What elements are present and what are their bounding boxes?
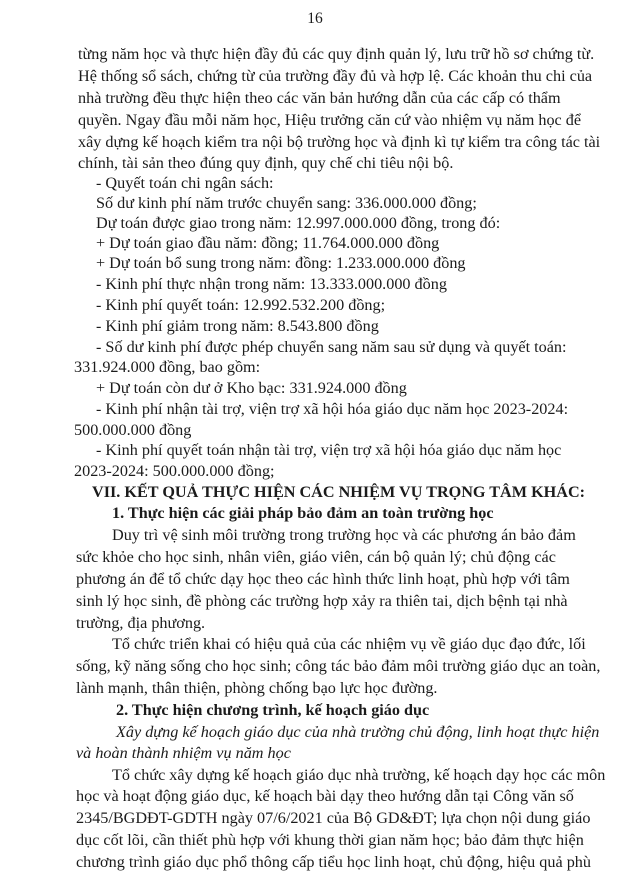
text-line: Tổ chức xây dựng kế hoạch giáo dục nhà trường, kế hoạch dạy học các môn [112, 765, 606, 784]
text-line: + Dự toán giao đầu năm: đồng; 11.764.000.000 đồng [96, 234, 440, 253]
text-line: học và hoạt động giáo dục, kế hoạch bài dạy theo hướng dẫn tại Công văn số [76, 787, 574, 806]
text-line: nhà trường đều thực hiện theo các văn bản hướng dẫn của các cấp có thẩm [78, 88, 561, 107]
text-line: - Kinh phí nhận tài trợ, viện trợ xã hội hóa giáo dục năm học 2023-2024: [96, 399, 569, 418]
text-line: dục cốt lõi, cần thiết phù hợp với khung thời gian năm học; bảo đảm thực hiện [76, 831, 584, 850]
text-line: sức khỏe cho học sinh, nhân viên, giáo viên, cán bộ quản lý; chủ động các [76, 547, 556, 566]
text-line: - Kinh phí quyết toán nhận tài trợ, viện trợ xã hội hóa giáo dục năm học [96, 441, 562, 460]
text-line: Số dư kinh phí năm trước chuyển sang: 336.000.000 đồng; [96, 194, 477, 213]
text-line: - Kinh phí quyết toán: 12.992.532.200 đồng; [96, 296, 386, 314]
subsection-heading: 2. Thực hiện chương trình, kế hoạch giáo dục [116, 700, 430, 719]
text-line: xây dựng kế hoạch kiểm tra nội bộ trường học và định kì tự kiểm tra công tác tài [78, 132, 601, 151]
text-line: - Quyết toán chi ngân sách: [96, 174, 274, 193]
text-line: chương trình giáo dục phổ thông cấp tiểu học linh hoạt, chủ động, hiệu quả phù [76, 853, 591, 871]
text-line: Duy trì vệ sinh môi trường trong trường học và các phương án bảo đảm [112, 526, 576, 544]
text-line: 500.000.000 đồng [74, 420, 192, 439]
text-line: 331.924.000 đồng, bao gồm: [74, 357, 261, 376]
text-line: sống, kỹ năng sống cho học sinh; công tác bảo đảm môi trường giáo dục an toàn, [76, 657, 601, 676]
text-line: từng năm học và thực hiện đầy đủ các quy định quản lý, lưu trữ hồ sơ chứng từ. [78, 45, 595, 63]
text-line: Dự toán được giao trong năm: 12.997.000.000 đồng, trong đó: [96, 214, 501, 233]
text-line: trường, địa phương. [76, 613, 206, 632]
text-line: Hệ thống sổ sách, chứng từ của trường đầy đủ và hợp lệ. Các khoản thu chi của [78, 66, 593, 85]
text-line: sinh lý học sinh, đề phòng các trường hợp xảy ra thiên tai, dịch bệnh tại nhà [76, 591, 568, 610]
text-line: - Số dư kinh phí được phép chuyển sang năm sau sử dụng và quyết toán: [96, 337, 567, 356]
text-line: - Kinh phí giảm trong năm: 8.543.800 đồng [96, 316, 379, 335]
text-line: 2345/BGDĐT-GDTH ngày 07/6/2021 của Bộ GD&ĐT; lựa chọn nội dung giáo [76, 809, 591, 828]
text-line: chính, tài sản theo đúng quy định, quy chế chi tiêu nội bộ. [78, 154, 454, 173]
text-line: Tổ chức triển khai có hiệu quả của các nhiệm vụ về giáo dục đạo đức, lối [112, 635, 586, 654]
text-line: 2023-2024: 500.000.000 đồng; [74, 462, 275, 481]
italic-text-line: Xây dựng kế hoạch giáo dục của nhà trường chủ động, linh hoạt thực hiện [116, 722, 600, 741]
page-number: 16 [307, 10, 323, 27]
text-line: lành mạnh, thân thiện, phòng chống bạo lực học đường. [76, 679, 438, 697]
text-line: - Kinh phí thực nhận trong năm: 13.333.000.000 đồng [96, 275, 447, 293]
section-heading: VII. KẾT QUẢ THỰC HIỆN CÁC NHIỆM VỤ TRỌNG TÂM KHÁC: [92, 483, 586, 502]
italic-text-line: và hoàn thành nhiệm vụ năm học [76, 743, 291, 762]
text-line: quyền. Ngay đầu mỗi năm học, Hiệu trưởng căn cứ vào nhiệm vụ năm học để [78, 110, 582, 129]
subsection-heading: 1. Thực hiện các giải pháp bảo đảm an toàn trường học [112, 504, 494, 523]
text-line: + Dự toán bổ sung trong năm: đồng: 1.233.000.000 đồng [96, 254, 466, 273]
text-line: + Dự toán còn dư ở Kho bạc: 331.924.000 đồng [96, 378, 407, 397]
text-line: phương án để tổ chức dạy học theo các hình thức linh hoạt, phù hợp với tâm [76, 569, 570, 588]
